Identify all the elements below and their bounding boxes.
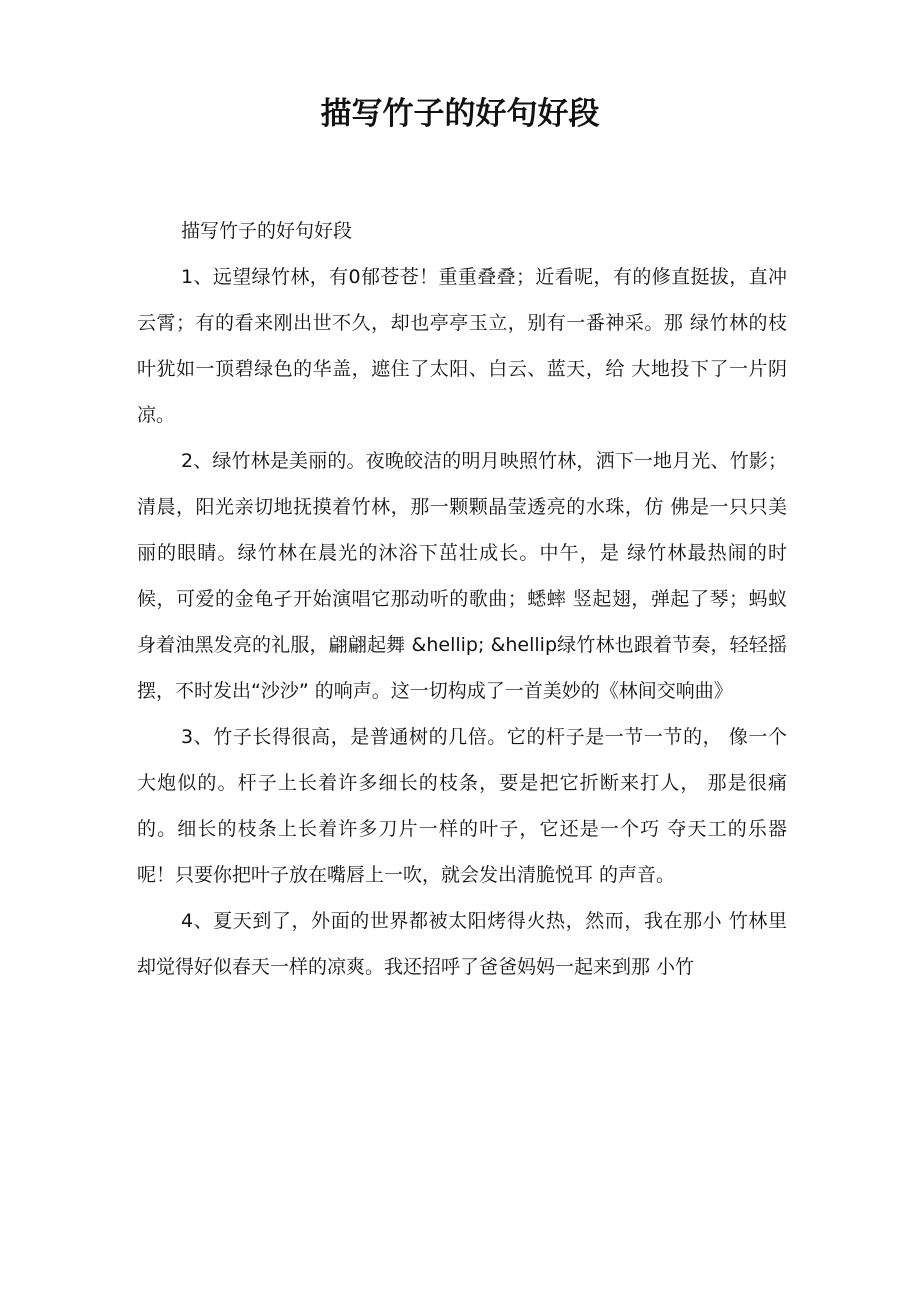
document-title: 描写竹子的好句好段 <box>320 96 600 132</box>
paragraph-1: 1、远望绿竹林，有0郁苍苍！重重叠叠；近看呢，有的修直挺拔，直冲云霄；有的看来刚出世不久，却也亭亭玉立，别有一番神采。那 绿竹林的枝叶犹如一顶碧绿色的华盖，遮住了太阳、白云、蓝天，给 大地投下了一片阴凉。 <box>137 266 787 426</box>
paragraph-4: 4、夏天到了，外面的世界都被太阳烤得火热，然而，我在那小 竹林里却觉得好似春天一样的凉爽。我还招呼了爸爸妈妈一起来到那 小竹 <box>137 910 787 978</box>
document-subtitle: 描写竹子的好句好段 <box>181 220 353 242</box>
paragraph-2: 2、绿竹林是美丽的。夜晚皎洁的明月映照竹林，洒下一地月光、竹影；清晨，阳光亲切地抚摸着竹林，那一颗颗晶莹透亮的水珠，仿 佛是一只只美丽的眼睛。绿竹林在晨光的沐浴下茁壮成长。中午，是 绿竹林最热闹的时候，可爱的金龟孑开始演唱它那动听的歌曲；蟋蟀 竖起翅，弹起了琴；蚂蚁身着油黑发亮的礼服，翩翩起舞 &hellip; &hellip绿竹林也跟着节奏，轻轻摇摆，不时发出“沙沙” 的响声。这一切构成了一首美妙的《林间交响曲》 <box>137 450 787 702</box>
document-body <box>137 210 787 990</box>
paragraph-3: 3、竹子长得很高，是普通树的几倍。它的杆子是一节一节的， 像一个大炮似的。杆子上长着许多细长的枝条，要是把它折断来打人， 那是很痛的。细长的枝条上长着许多刀片一样的叶子，它还是一个巧 夺天工的乐器呢！只要你把叶子放在嘴唇上一吹，就会发出清脆悦耳 的声音。 <box>137 726 787 886</box>
